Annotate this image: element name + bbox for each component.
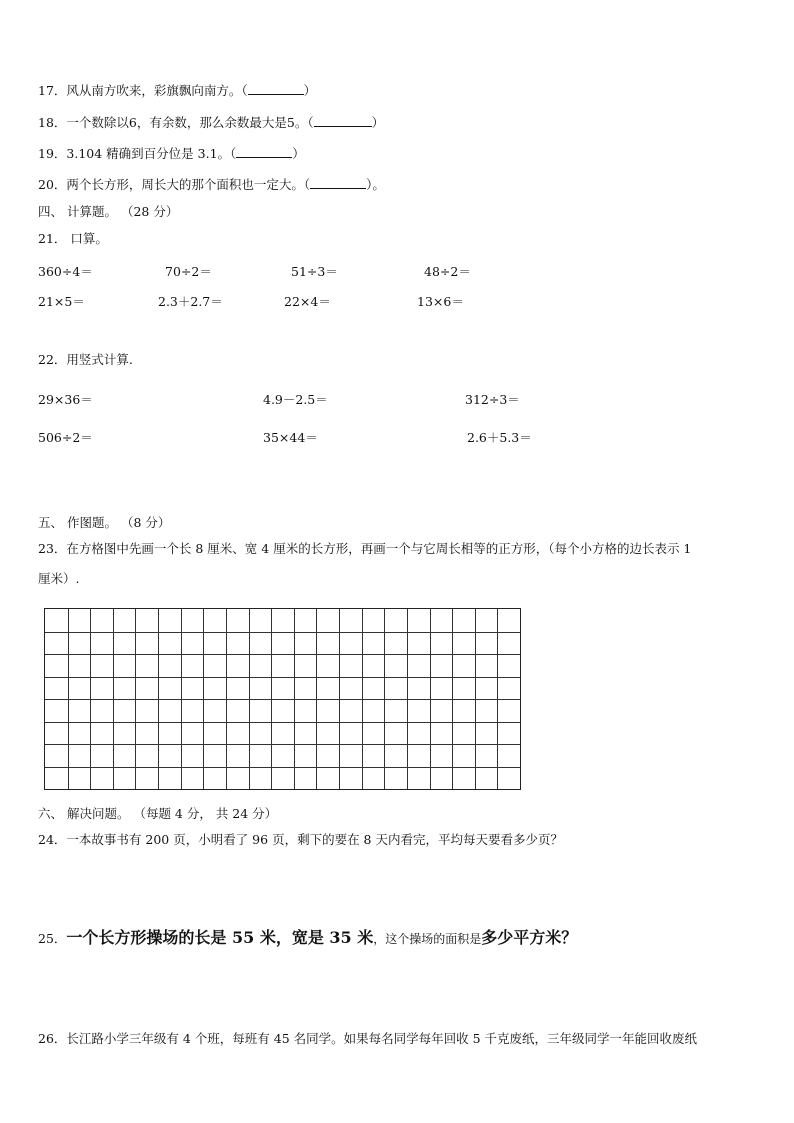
calc-item: 4.9－2.5＝ — [263, 392, 328, 407]
question-23-line2: 厘米）. — [38, 571, 80, 586]
calc-item: 29×36＝ — [38, 392, 93, 407]
section-4-title: 四、 计算题。 （28 分） — [38, 204, 179, 219]
question-number: 17． — [38, 83, 67, 98]
answer-blank[interactable] — [248, 83, 304, 95]
question-21-label: 21． 口算。 — [38, 231, 108, 246]
question-number: 25． — [38, 931, 67, 946]
calc-item: 48÷2＝ — [424, 264, 471, 279]
bracket-close: ） — [371, 115, 385, 130]
question-text: 风从南方吹来，彩旗飘向南方。（ — [66, 83, 248, 98]
question-text-bold: 多少平方米？ — [481, 928, 578, 947]
calc-item: 2.6＋5.3＝ — [467, 430, 532, 445]
answer-blank[interactable] — [314, 115, 372, 127]
section-5-title: 五、 作图题。 （8 分） — [38, 515, 171, 530]
calc-item: 360÷4＝ — [38, 264, 93, 279]
calc-item: 13×6＝ — [417, 294, 464, 309]
answer-blank[interactable] — [310, 177, 366, 189]
calc-item: 21×5＝ — [38, 294, 85, 309]
drawing-grid[interactable] — [44, 608, 521, 790]
calc-item: 51÷3＝ — [291, 264, 338, 279]
calc-item: 312÷3＝ — [465, 392, 520, 407]
bracket-close: ） — [303, 83, 317, 98]
question-number: 19． — [38, 146, 67, 161]
calc-item: 35×44＝ — [263, 430, 318, 445]
question-text: 一个数除以6，有余数，那么余数最大是5。（ — [66, 115, 314, 130]
question-19 — [38, 146, 305, 162]
question-20 — [38, 177, 385, 193]
calc-item: 506÷2＝ — [38, 430, 93, 445]
question-text: 两个长方形，周长大的那个面积也一定大。（ — [66, 177, 311, 192]
question-23-line1: 23．在方格图中先画一个长 8 厘米、宽 4 厘米的长方形，再画一个与它周长相等的正方形，（每个小方格的边长表示 1 — [38, 541, 692, 556]
bracket-close: ）。 — [366, 177, 385, 192]
question-17 — [38, 83, 316, 99]
question-text-bold: 一个长方形操场的长是 55 米，宽是 35 米 — [66, 928, 374, 947]
question-text: 3.104 精确到百分位是 3.1。（ — [66, 146, 237, 161]
grid-lines — [45, 609, 520, 789]
question-25 — [38, 928, 577, 949]
calc-item: 2.3＋2.7＝ — [158, 294, 223, 309]
question-24: 24．一本故事书有 200 页，小明看了 96 页，剩下的要在 8 天内看完，平均每天要看多少页？ — [38, 832, 563, 847]
question-text: ，这个操场的面积是 — [373, 932, 482, 946]
answer-blank[interactable] — [236, 146, 292, 158]
question-number: 18． — [38, 115, 67, 130]
calc-item: 22×4＝ — [284, 294, 331, 309]
calc-item: 70÷2＝ — [165, 264, 212, 279]
bracket-close: ） — [292, 146, 305, 161]
question-number: 20． — [38, 177, 67, 192]
question-26: 26．长江路小学三年级有 4 个班，每班有 45 名同学。如果每名同学每年回收 5 千克废纸，三年级同学一年能回收废纸 — [38, 1031, 698, 1046]
question-22-label: 22．用竖式计算. — [38, 352, 133, 367]
section-6-title: 六、 解决问题。 （每题 4 分， 共 24 分） — [38, 806, 278, 821]
question-18 — [38, 115, 384, 131]
